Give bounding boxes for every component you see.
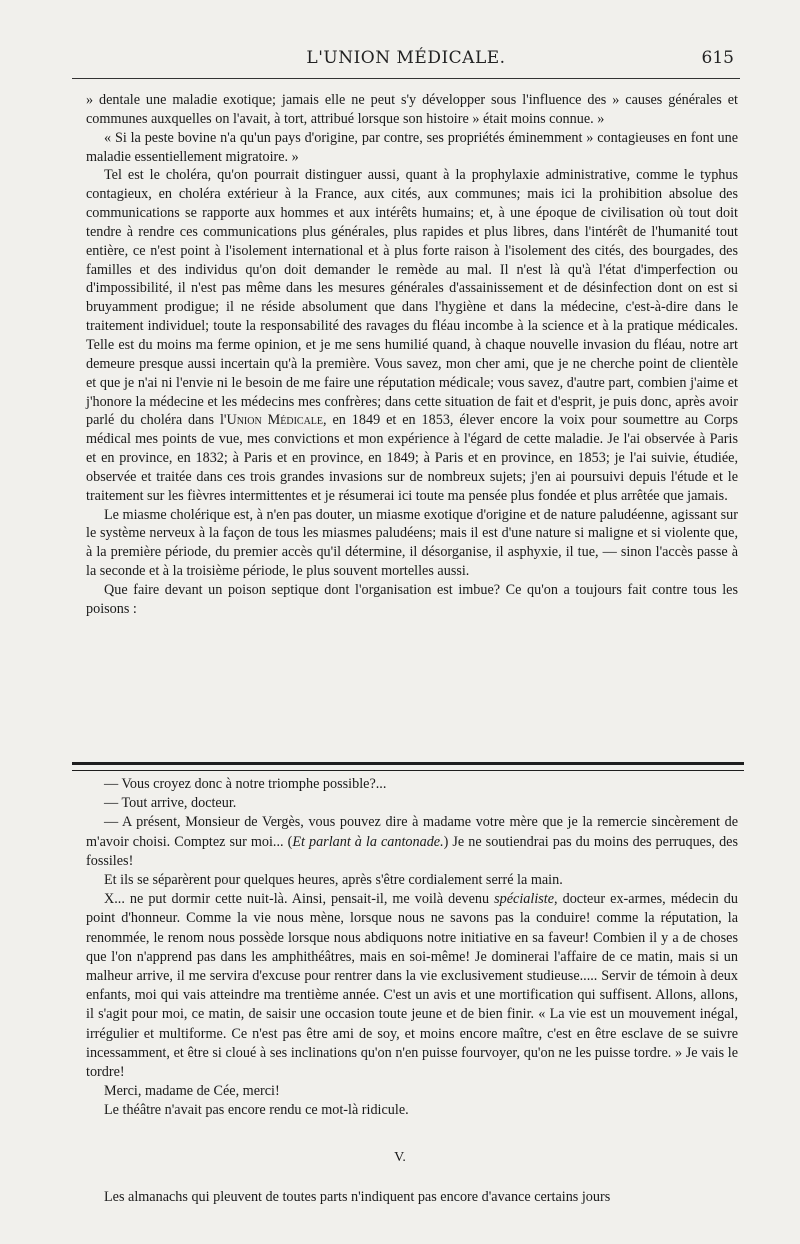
dialogue-line-3-a: — A présent, Monsieur de Vergès, vous pouvez dire à madame votre mère que je la remercie sincèrement de m'avoir choisi. Comptez sur moi... ( [86, 814, 738, 850]
paragraph-poison: Que faire devant un poison septique dont l'organisation est imbue? Ce qu'on a toujours fait contre tous les poisons : [86, 581, 738, 617]
paragraph-cholera-text-b: , en 1849 et en 1853, élever encore la voix pour soumettre au Corps médical mes points de vue, mes convictions et mon expérience à l'égard de cette maladie. Je l'ai observée à Paris et en province, en 1832; à Paris et en province, en 1849; à Paris et en province, en 1853; je l'ai suivie, étudiée, observée et traitée dans ces trois grandes invasions sur de nombreux sujets; j'en ai poursuivi depuis l'étude et le traitement sur les fièvres intermittentes et je résumerai ici toute ma pensée plus fondée et plus arrêtée que jamais. [86, 412, 738, 504]
narration-paragraph-5 [86, 890, 738, 1082]
narration-line-4: Et ils se séparèrent pour quelques heures, après s'être cordialement serré la main. [104, 872, 563, 889]
page-header [72, 48, 740, 76]
header-rule [72, 78, 740, 79]
running-title: L'UNION MÉDICALE. [306, 48, 506, 68]
paragraph-cholera [86, 166, 738, 505]
dialogue-line-2: — Tout arrive, docteur. [104, 795, 237, 812]
narration-line-7: Le théâtre n'avait pas encore rendu ce mot-là ridicule. [104, 1102, 409, 1119]
paragraph-miasme: Le miasme cholérique est, à n'en pas douter, un miasme exotique d'origine et de nature paludéenne, agissant sur le système nerveux à la façon de tous les miasmes paludéens; mais il est d'une nature si maligne et si violente que, à la première période, du premier accès qu'il détermine, il désorganise, il asphyxie, il tue, — sinon l'accès passe à la seconde et à la troisième période, le plus souvent mortelles aussi. [86, 506, 738, 580]
paragraph-quote-1: » dentale une maladie exotique; jamais elle ne peut s'y développer sous l'influence des » causes générales et communes auxquelles on l'avait, à tort, attribué lorsque son histoire » était moins connue. » [86, 92, 738, 127]
paragraph-cholera-text-a: Tel est le choléra, qu'on pourrait distinguer aussi, quant à la prophylaxie administrative, comme le typhus contagieux, en choléra extérieur à la France, aux cités, aux communes; mais ici la prohibition absolue des communications se rapporte aux hommes et aux intérêts humains; et, à une époque de civilisation où tout doit tendre à rendre ces communications plus générales, plus rapides et plus libres, dans l'intérêt de l'humanité tout entière, ce n'est point à l'isolement international et à plus forte raison à l'isolement des cités, des bourgades, des familles et des individus qu'on doit demander le remède au mal. Il n'est là qu'à l'état d'imperfection ou d'impossibilité, il n'est pas même dans les mesures générales d'assainissement et de désinfection dont on est si bruyamment prodigue; il ne réside absolument que dans l'hygiène et dans la médecine, c'est-à-dire dans le traitement individuel; toute la responsabilité des ravages du fléau incombe à la science et à la pratique médicales. Telle est du moins ma ferme opinion, et je me sens humilié quand, à chaque nouvelle invasion du fléau, notre art demeure presque aussi incertain qu'à la première. Vous savez, mon cher ami, que je ne cherche point de clientèle et que je n'ai ni l'envie ni le besoin de me faire une réputation médicale; vous savez, d'autre part, combien j'aime et j'honore la médecine et les médecins mes confrères; dans cette situation de fait et d'esprit, je puis donc, après avoir parlé du choléra dans l' [86, 167, 738, 429]
dialogue-line-3-b: ) Je ne soutiendrai pas du moins des perruques, des fossiles! [86, 833, 738, 869]
narration-5-a: X... ne put dormir cette nuit-là. Ainsi, pensait-il, me voilà devenu [104, 891, 495, 908]
feuilleton-section [86, 775, 738, 1121]
main-article [86, 91, 738, 619]
page-number: 615 [701, 48, 734, 68]
dialogue-line-6: Merci, madame de Cée, merci! [104, 1083, 280, 1100]
journal-name: Union Médicale [226, 412, 324, 429]
dialogue-line-3 [86, 813, 738, 871]
almanach-paragraph [86, 1188, 738, 1207]
paragraph-quote-2: « Si la peste bovine n'a qu'un pays d'origine, par contre, ses propriétés éminemment » contagieuses en font une maladie essentiellement migratoire. » [86, 129, 738, 165]
feuilleton-divider [72, 762, 744, 771]
almanach-line: Les almanachs qui pleuvent de toutes parts n'indiquent pas encore d'avance certains jours [104, 1189, 611, 1205]
narration-5-em: spécialiste [494, 891, 555, 908]
stage-direction: Et parlant à la cantonade. [292, 833, 444, 850]
narration-5-b: , docteur ex-armes, médecin du point d'honneur. Comme la vie nous mène, lorsque nous ne savons pas la conduire! comme la réputation, la renommée, le renom nous possède lorsque nous abdiquons notre initiative en sa faveur! Combien il y a de choses que l'on n'apprend pas dans les amphithéâtres, mais en soi-même! Je dominerai l'affaire de ce matin, mais si un malheur arrive, il me servira d'excuse pour rentrer dans la vie exclusivement studieuse..... Servir de témoin à deux enfants, moi qui vais atteindre ma trentième année. C'est un avis et une mortification qui suffisent. Allons, allons, il s'agit pour moi, ce matin, de saisir une occasion toute jeune et de bien finir. « La vie est un mouvement inégal, irrégulier et multiforme. Ce n'est pas être ami de soy, et moins encore maître, c'est en être esclave de se suivre incessamment, et être si cloué à ses inclinations qu'on n'en puisse fourvoyer, qu'on ne les puisse tordre. » Je vais le tordre! [86, 891, 738, 1081]
dialogue-line-1: — Vous croyez donc à notre triomphe possible?... [104, 776, 387, 792]
author-signature: V. [394, 1150, 406, 1165]
